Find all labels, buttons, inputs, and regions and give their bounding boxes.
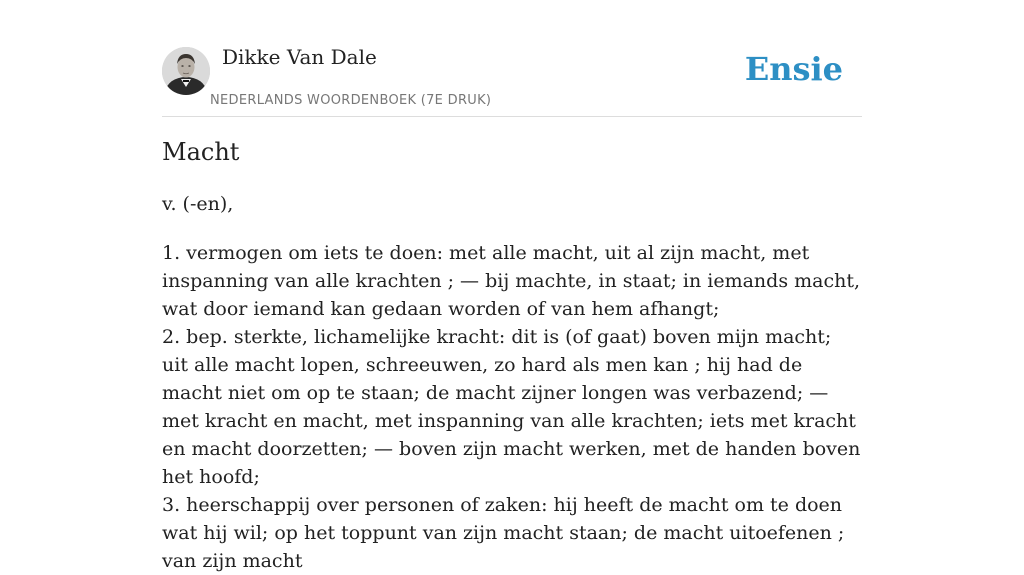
author-avatar[interactable] (162, 47, 210, 95)
entry-grammar: v. (-en), (162, 193, 234, 215)
source-name[interactable]: NEDERLANDS WOORDENBOEK (7E DRUK) (210, 93, 492, 108)
site-logo[interactable]: Ensie (744, 50, 843, 88)
entry-title: Macht (162, 138, 240, 166)
portrait-image (162, 47, 210, 95)
author-name[interactable]: Dikke Van Dale (222, 45, 377, 69)
definition-item: 3. heerschappij over personen of zaken: hij heeft de macht om te doen wat hij wil; op het toppunt van zijn macht staan; de macht uitoefenen ; van zijn macht (162, 494, 845, 572)
definition-item: 1. vermogen om iets te doen: met alle macht, uit al zijn macht, met inspanning van alle krachten ; — bij machte, in staat; in iemands macht, wat door iemand kan gedaan worden of van hem afhangt; (162, 242, 861, 320)
entry-definitions (162, 239, 862, 575)
definition-item: 2. bep. sterkte, lichamelijke kracht: dit is (of gaat) boven mijn macht; uit alle macht lopen, schreeuwen, zo hard als men kan ; hij had de macht niet om op te staan; de macht zijner longen was verbazend; — met kracht en macht, met inspanning van alle krachten; iets met kracht en macht doorzetten; — boven zijn macht werken, met de handen boven het hoofd; (162, 326, 861, 488)
site-header (162, 40, 862, 117)
